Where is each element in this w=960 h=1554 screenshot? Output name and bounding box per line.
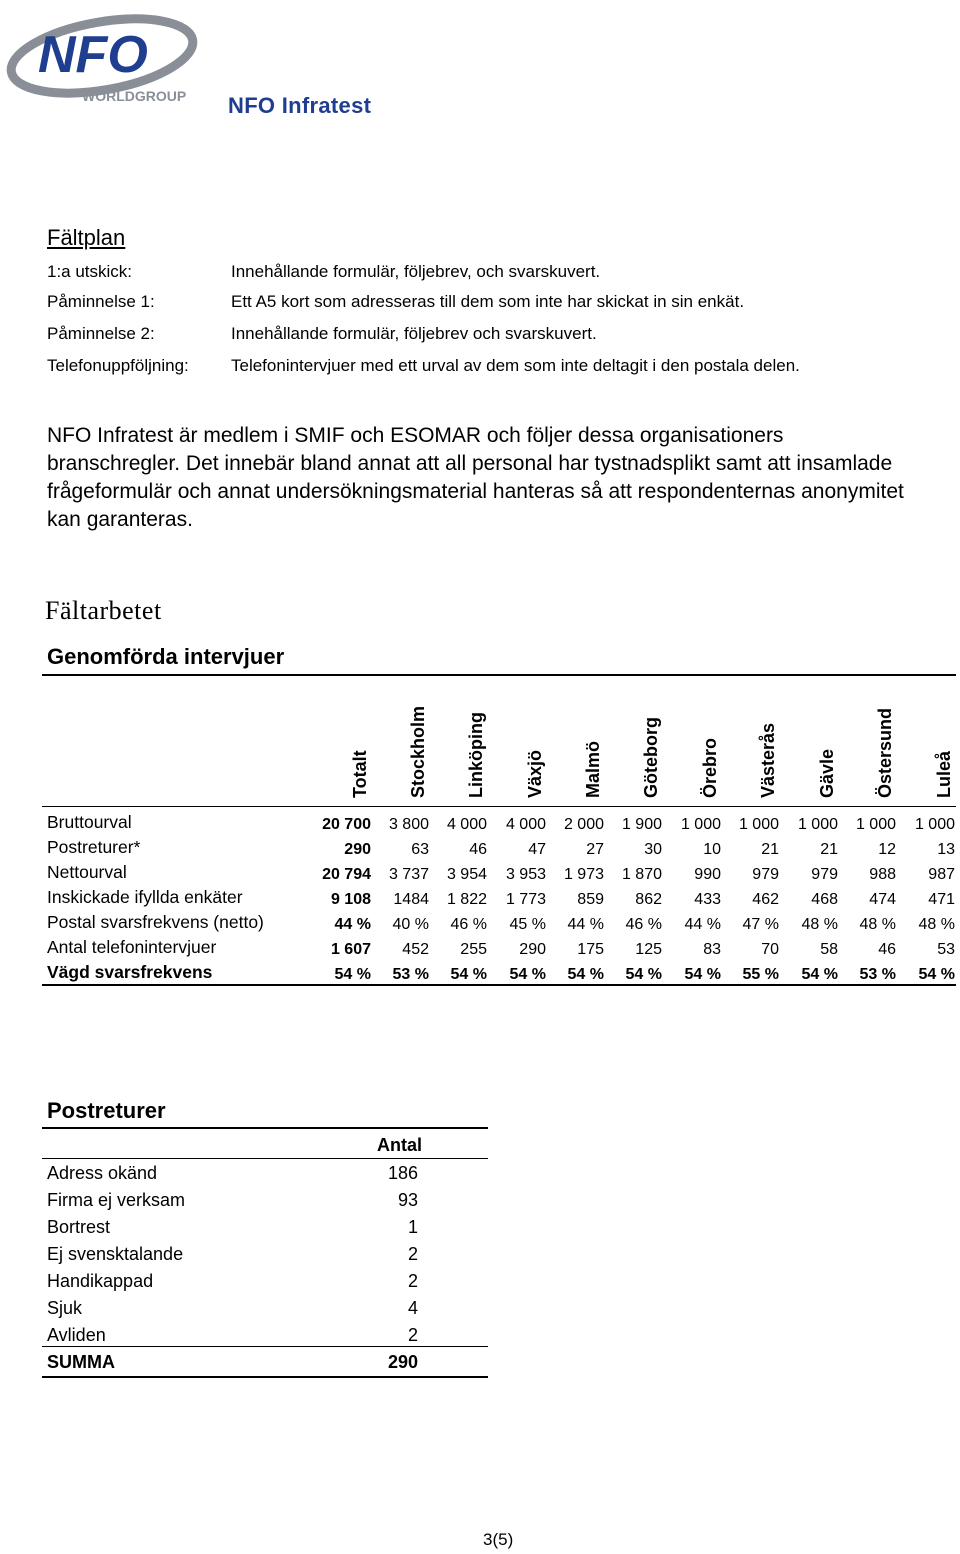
table-cell: 54 %	[450, 966, 487, 983]
logo-main-text: NFO	[38, 26, 148, 84]
post-row	[42, 1188, 488, 1215]
table-cell: 987	[928, 866, 955, 883]
column-header: Malmö	[583, 740, 603, 798]
column-header: Gävle	[817, 748, 837, 798]
column-header: Västerås	[758, 722, 778, 798]
table-cell: 47 %	[742, 916, 779, 933]
table-cell: 30	[644, 841, 662, 858]
table-cell: 1484	[393, 891, 429, 908]
table-cell: 44 %	[684, 916, 721, 933]
faltplan-text: Ett A5 kort som adresseras till dem som inte har skickat in sin enkät.	[231, 292, 745, 311]
table-cell: 12	[878, 841, 896, 858]
column-header: Luleå	[934, 750, 954, 798]
column-header: Totalt	[350, 750, 370, 798]
table-row	[42, 861, 956, 886]
table-cell: 44 %	[567, 916, 604, 933]
table-cell: 3 954	[446, 866, 487, 883]
row-label: Postreturer*	[47, 837, 141, 857]
table-cell: 859	[577, 891, 604, 908]
table-cell: 474	[869, 891, 896, 908]
table-row	[42, 811, 956, 836]
table-cell: 21	[820, 841, 838, 858]
column-header: Örebro	[700, 737, 720, 798]
table-cell: 3 800	[388, 816, 429, 833]
table-cell: 471	[928, 891, 955, 908]
post-row-label: Handikappad	[47, 1271, 154, 1291]
table-cell: 988	[869, 866, 896, 883]
faltplan-text: Innehållande formulär, följebrev, och svarskuvert.	[231, 262, 601, 281]
post-row-label: Bortrest	[47, 1217, 111, 1237]
table-cell: 46	[469, 841, 487, 858]
post-row-label: Sjuk	[47, 1298, 83, 1318]
table-cell: 46 %	[450, 916, 487, 933]
faltarbetet-title: Fältarbetet	[45, 596, 162, 625]
post-row	[42, 1296, 488, 1323]
table-row	[42, 886, 956, 911]
post-row-value: 2	[407, 1244, 418, 1264]
table-cell: 21	[761, 841, 779, 858]
table-cell: 48 %	[859, 916, 896, 933]
table-cell: 53	[937, 941, 955, 958]
post-row-value: 2	[407, 1271, 418, 1291]
table-cell: 45 %	[509, 916, 546, 933]
table-cell: 46	[878, 941, 896, 958]
table-cell: 44 %	[334, 916, 371, 933]
faltplan-label: Påminnelse 2:	[47, 324, 155, 343]
table-cell: 4 000	[505, 816, 546, 833]
table-cell: 10	[703, 841, 721, 858]
table-cell: 4 000	[446, 816, 487, 833]
post-row-value: 2	[407, 1325, 418, 1345]
table-cell: 290	[519, 941, 546, 958]
row-label: Vägd svarsfrekvens	[47, 962, 213, 982]
row-label: Inskickade ifyllda enkäter	[47, 887, 243, 907]
table-cell: 27	[586, 841, 604, 858]
table-cell: 40 %	[392, 916, 429, 933]
table-cell: 54 %	[918, 966, 955, 983]
postreturer-table	[42, 1127, 488, 1379]
table-cell: 979	[811, 866, 838, 883]
post-column-header: Antal	[377, 1135, 422, 1155]
table-cell: 54 %	[625, 966, 662, 983]
table-cell: 54 %	[509, 966, 546, 983]
table-cell: 3 737	[388, 866, 429, 883]
company-name: NFO Infratest	[228, 93, 372, 118]
logo-sub-text: WORLDGROUP	[82, 88, 187, 104]
table-cell: 63	[411, 841, 429, 858]
table-cell: 54 %	[801, 966, 838, 983]
table-row	[42, 961, 956, 986]
table-cell: 468	[811, 891, 838, 908]
column-header: Stockholm	[408, 705, 428, 798]
post-header-rule	[42, 1158, 488, 1159]
post-total-label: SUMMA	[47, 1352, 115, 1372]
post-total-row	[42, 1350, 488, 1377]
post-row-label: Firma ej verksam	[47, 1190, 186, 1210]
postreturer-title: Postreturer	[47, 1098, 166, 1123]
table-cell: 175	[577, 941, 604, 958]
post-row-label: Adress okänd	[47, 1163, 158, 1183]
table-cell: 452	[402, 941, 429, 958]
post-row-label: Avliden	[47, 1325, 106, 1345]
table-row	[42, 911, 956, 936]
faltplan-text: Telefonintervjuer med ett urval av dem som inte deltagit i den postala delen.	[231, 356, 800, 375]
faltplan-title: Fältplan	[47, 225, 126, 250]
post-row-value: 186	[387, 1163, 418, 1183]
table-cell: 55 %	[742, 966, 779, 983]
post-bottom-rule	[42, 1376, 488, 1378]
column-header: Göteborg	[641, 717, 661, 798]
table-cell: 58	[820, 941, 838, 958]
post-header-row	[42, 1133, 488, 1160]
table-cell: 9 108	[330, 891, 371, 908]
post-row-value: 4	[407, 1298, 418, 1318]
row-label: Nettourval	[47, 862, 127, 882]
table-cell: 3 953	[505, 866, 546, 883]
table-cell: 462	[752, 891, 779, 908]
table-cell: 1 000	[914, 816, 955, 833]
table-cell: 1 000	[680, 816, 721, 833]
row-label: Bruttourval	[47, 812, 132, 832]
table-cell: 862	[635, 891, 662, 908]
row-label: Postal svarsfrekvens (netto)	[47, 912, 264, 932]
table-cell: 990	[694, 866, 721, 883]
post-total-rule	[42, 1346, 488, 1347]
post-row-label: Ej svensktalande	[47, 1244, 184, 1264]
table-cell: 83	[703, 941, 721, 958]
post-row	[42, 1269, 488, 1296]
table-cell: 1 773	[505, 891, 546, 908]
table-cell: 255	[460, 941, 487, 958]
table-cell: 1 900	[621, 816, 662, 833]
table-cell: 13	[937, 841, 955, 858]
table-cell: 48 %	[801, 916, 838, 933]
membership-paragraph: NFO Infratest är medlem i SMIF och ESOMAR och följer dessa organisationers branschregler. Det innebär bland annat att all personal har tystnadsplikt samt att insamlade frågeformulär och annat undersökningsmaterial hanteras så att respondenternas anonymitet kan garanteras.	[47, 424, 904, 531]
table-header-rule	[42, 806, 956, 807]
column-header: Östersund	[875, 707, 895, 798]
column-header: Växjö	[525, 749, 545, 798]
post-row	[42, 1215, 488, 1242]
page-number: 3(5)	[483, 1530, 514, 1549]
post-total-value: 290	[387, 1352, 418, 1372]
table-cell: 54 %	[567, 966, 604, 983]
table-cell: 1 000	[797, 816, 838, 833]
table-cell: 48 %	[918, 916, 955, 933]
table-row	[42, 836, 956, 861]
post-row	[42, 1242, 488, 1269]
faltplan-label: 1:a utskick:	[47, 262, 133, 281]
post-top-rule	[42, 1127, 488, 1129]
table-cell: 70	[761, 941, 779, 958]
table-cell: 433	[694, 891, 721, 908]
table-cell: 54 %	[684, 966, 721, 983]
faltplan-label: Telefonuppföljning:	[47, 356, 189, 375]
interviews-table	[42, 674, 956, 986]
table-cell: 20 700	[322, 816, 371, 833]
table-cell: 290	[344, 841, 371, 858]
table-cell: 46 %	[625, 916, 662, 933]
table-cell: 1 973	[563, 866, 604, 883]
table-row	[42, 936, 956, 961]
row-label: Antal telefonintervjuer	[47, 937, 217, 957]
post-row-value: 1	[407, 1217, 418, 1237]
table-cell: 47	[528, 841, 546, 858]
table-cell: 1 607	[330, 941, 371, 958]
table-cell: 1 822	[446, 891, 487, 908]
table-cell: 54 %	[334, 966, 371, 983]
post-row-value: 93	[397, 1190, 418, 1210]
interviews-title: Genomförda intervjuer	[47, 644, 285, 669]
table-cell: 125	[635, 941, 662, 958]
column-header: Linköping	[466, 712, 486, 798]
table-cell: 1 870	[621, 866, 662, 883]
table-cell: 20 794	[322, 866, 371, 883]
faltplan-label: Påminnelse 1:	[47, 292, 155, 311]
table-cell: 53 %	[392, 966, 429, 983]
table-cell: 53 %	[859, 966, 896, 983]
post-row	[42, 1161, 488, 1188]
table-cell: 979	[752, 866, 779, 883]
table-cell: 1 000	[738, 816, 779, 833]
faltplan-text: Innehållande formulär, följebrev och svarskuvert.	[231, 324, 597, 343]
table-cell: 2 000	[563, 816, 604, 833]
nfo-logo	[4, 4, 204, 109]
table-cell: 1 000	[855, 816, 896, 833]
